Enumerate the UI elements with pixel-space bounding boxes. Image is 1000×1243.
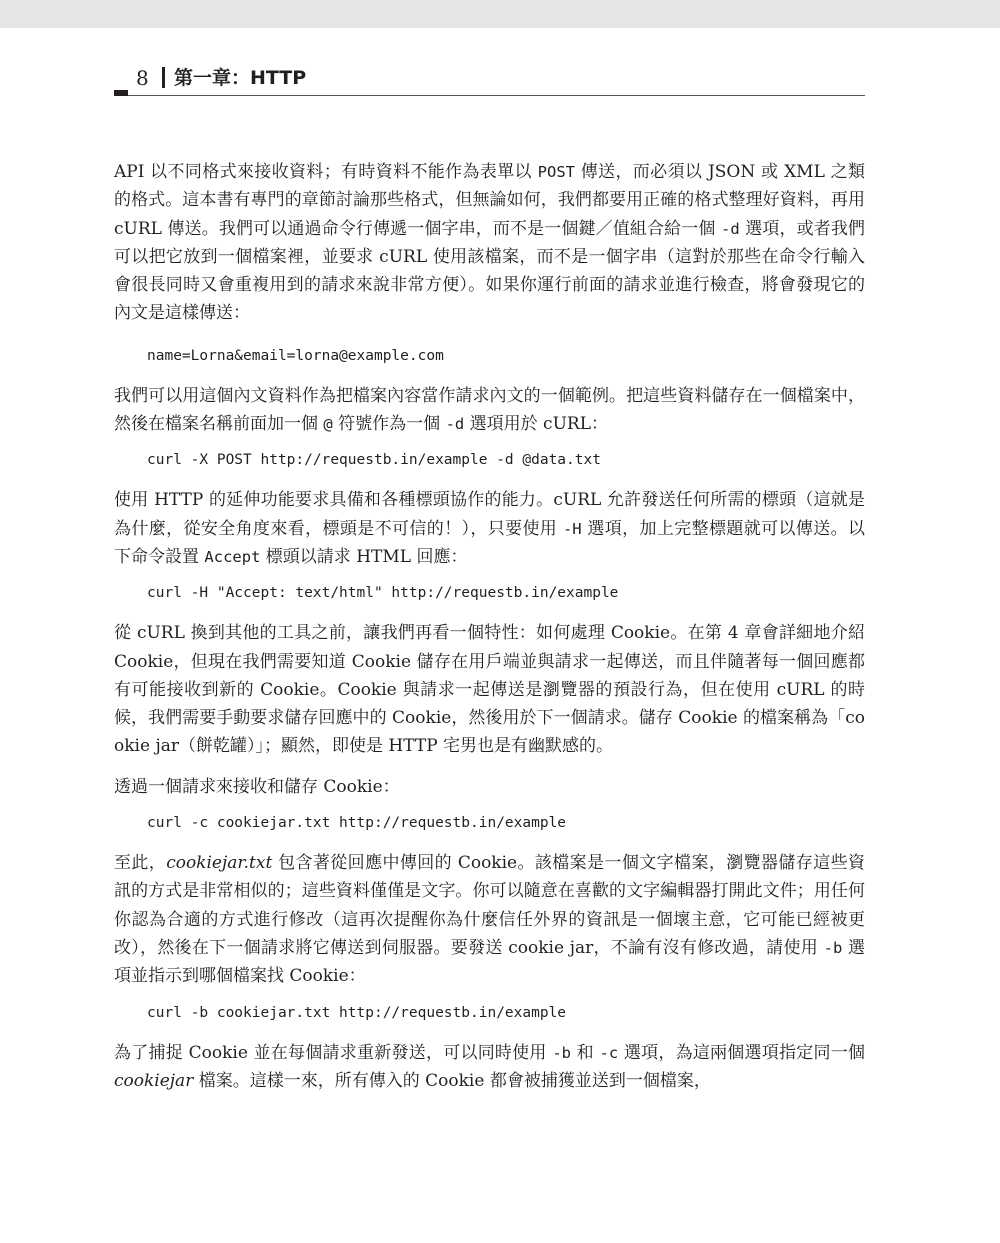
code-block-1: name=Lorna&email=lorna@example.com bbox=[147, 347, 444, 364]
paragraph-2 bbox=[114, 382, 865, 439]
paragraph-2-text-a: 我們可以用這個內文資料作為把檔案內容當作請求內文的一個範例。把這些資料儲存在一個檔案中，然後在檔案名稱前面加一個 bbox=[114, 385, 865, 435]
inline-code-c-option: -c bbox=[599, 1043, 619, 1062]
paragraph-3-text-c: 選項，加上完整標題就可以傳送。以下命令設置 bbox=[114, 518, 866, 567]
italic-filename-cookiejar-txt: cookiejar.txt bbox=[166, 853, 273, 874]
header-separator-bar bbox=[162, 67, 165, 88]
inline-code-d-option: -d bbox=[445, 415, 465, 434]
header-marker-block bbox=[114, 90, 128, 96]
page-header bbox=[114, 64, 865, 96]
inline-code-b-option: -b bbox=[552, 1043, 571, 1062]
paragraph-5: 透過一個請求來接收和儲存 Cookie： bbox=[114, 776, 400, 797]
paragraph-4: 從 cURL 換到其他的工具之前，讓我們再看一個特性：如何處理 Cookie。在第 4 章會詳細地介紹 Cookie，但現在我們需要知道 Cookie 儲存在用戶端並與請求一起傳送，而且伴隨著每一個回應都有可能接收到新的 Cookie。Cookie 與請求一起傳送是瀏覽器的預設行為，但在使用 cURL 的時候，我們需要手動要求儲存回應中的 Cookie，然後用於下一個請求。儲存 Cookie 的檔案稱為「cookie jar（餅乾罐）」；顯然，即使是 HTTP 宅男也是有幽默感的。 bbox=[114, 623, 865, 757]
chapter-title: 第一章：HTTP bbox=[174, 67, 307, 89]
inline-code-post: POST bbox=[537, 163, 575, 181]
inline-code-d-option: -d bbox=[721, 219, 740, 238]
page-number: 8 bbox=[136, 66, 149, 90]
code-block-4: curl -c cookiejar.txt http://requestb.in/example bbox=[147, 815, 567, 832]
paragraph-6-text-e: 選項並指示到哪個檔案找 Cookie： bbox=[114, 937, 865, 987]
paragraph-3-text-a: 使用 HTTP 的延伸功能要求具備和各種標頭協作的能力。cURL 允許發送任何所需的標頭（這就是為什麼，從安全角度來看，標頭是不可信的！），只要使用 bbox=[114, 490, 865, 539]
inline-code-b-option: -b bbox=[823, 938, 843, 957]
paragraph-6-text-c: 包含著從回應中傳回的 Cookie。該檔案是一個文字檔案，瀏覽器儲存這些資訊的方式是非常相似的；這些資料僅僅是文字。你可以隨意在喜歡的文字編輯器打開此文件；用任何你認為合適的方式進行修改（這再次提醒你為什麼信任外界的資訊是一個壞主意，它可能已經被更改），然後在下一個請求將它傳送到伺服器。要發送 cookie jar，不論有沒有修改過，請使用 bbox=[114, 853, 865, 958]
paragraph-7-text-c: 和 bbox=[570, 1042, 600, 1063]
paragraph-2-text-e: 選項用於 cURL： bbox=[464, 414, 608, 435]
paragraph-3-text-e: 標頭以請求 HTML 回應： bbox=[260, 546, 468, 567]
paragraph-2-text-c: 符號作為一個 bbox=[332, 414, 446, 435]
top-gray-band bbox=[0, 0, 1000, 28]
header-rule bbox=[114, 95, 865, 96]
paragraph-7-text-e: 選項，為這兩個選項指定同一個 bbox=[618, 1042, 865, 1063]
code-block-3: curl -H "Accept: text/html" http://requestb.in/example bbox=[147, 585, 619, 602]
paragraph-7-text-a: 為了捕捉 Cookie 並在每個請求重新發送，可以同時使用 bbox=[114, 1042, 553, 1063]
paragraph-1-text-c: 傳送，而必須以 JSON 或 XML 之類的格式。這本書有專門的章節討論那些格式，但無論如何，我們都要用正確的格式整理好資料，再用 cURL 傳送。我們可以通過命令行傳遞一個字串，而不是一個鍵／值組合給一個 bbox=[114, 162, 865, 239]
paragraph-1-text-a: API 以不同格式來接收資料；有時資料不能作為表單以 bbox=[114, 162, 538, 182]
paragraph-1 bbox=[114, 158, 865, 328]
paragraph-6-text-a: 至此， bbox=[114, 853, 167, 874]
paragraph-7-text-g: 檔案。這樣一來，所有傳入的 Cookie 都會被捕獲並送到一個檔案， bbox=[193, 1070, 711, 1091]
paragraph-6 bbox=[114, 849, 865, 990]
paragraph-3 bbox=[114, 486, 865, 571]
page-body bbox=[114, 158, 865, 1107]
paragraph-1-text-e: 選項，或者我們可以把它放到一個檔案裡，並要求 cURL 使用該檔案，而不是一個字串（這對於那些在命令行輸入會很長同時又會重複用到的請求來說非常方便）。如果你運行前面的請求並進行檢查，將會發現它的內文是這樣傳送： bbox=[114, 218, 866, 324]
inline-code-h-option: -H bbox=[562, 519, 582, 538]
inline-code-at-symbol: @ bbox=[323, 415, 333, 434]
inline-code-accept: Accept bbox=[204, 547, 261, 566]
paragraph-7 bbox=[114, 1039, 865, 1096]
italic-filename-cookiejar: cookiejar bbox=[114, 1070, 194, 1091]
code-block-2: curl -X POST http://requestb.in/example -d @data.txt bbox=[147, 452, 601, 469]
code-block-5: curl -b cookiejar.txt http://requestb.in/example bbox=[147, 1004, 567, 1021]
